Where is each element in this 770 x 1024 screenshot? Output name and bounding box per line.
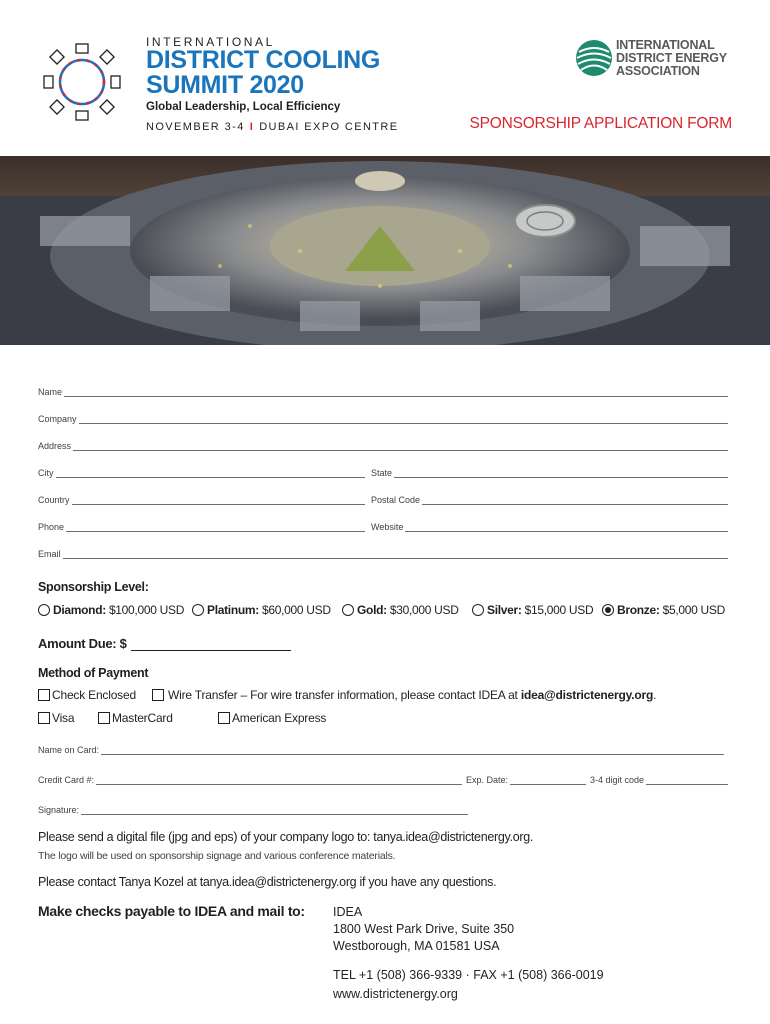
phone-line[interactable] <box>66 523 365 532</box>
phone-label: Phone <box>38 522 65 532</box>
address-row <box>38 437 728 451</box>
visa-label: Visa <box>52 711 75 725</box>
check-enclosed-label: Check Enclosed <box>52 688 136 702</box>
level-silver[interactable] <box>472 603 593 617</box>
form-title: SPONSORSHIP APPLICATION FORM <box>469 115 732 132</box>
expo-aerial-photo <box>0 156 770 345</box>
signature-line[interactable] <box>81 806 468 815</box>
checks-instruction: Make checks payable to IDEA and mail to: <box>38 903 305 919</box>
exp-date-field[interactable] <box>466 775 590 785</box>
summit-logo-icon <box>42 42 122 122</box>
postal-code-field[interactable] <box>371 495 728 505</box>
checkbox-icon[interactable] <box>98 712 110 724</box>
event-date: NOVEMBER 3-4 <box>146 121 245 133</box>
digit-code-field[interactable] <box>590 775 728 785</box>
event-dates <box>146 121 399 133</box>
radio-icon[interactable] <box>342 604 354 616</box>
idea-org-line3: ASSOCIATION <box>616 64 700 78</box>
checkbox-icon[interactable] <box>152 689 164 701</box>
name-on-card-label: Name on Card: <box>38 745 100 755</box>
level-name: Gold: <box>357 603 387 617</box>
level-price: $30,000 USD <box>389 603 459 617</box>
logo-instruction: Please send a digital file (jpg and eps) of your company logo to: tanya.idea@districtenergy.org. <box>38 830 534 844</box>
checkbox-icon[interactable] <box>38 712 50 724</box>
card-number-line[interactable] <box>96 776 462 785</box>
website-line[interactable] <box>405 523 728 532</box>
visa-option[interactable] <box>38 711 74 725</box>
level-name: Diamond: <box>53 603 106 617</box>
city-line[interactable] <box>56 469 366 478</box>
website-label: Website <box>371 522 404 532</box>
city-label: City <box>38 468 54 478</box>
mailing-address <box>333 904 514 955</box>
logo-note: The logo will be used on sponsorship signage and various conference materials. <box>38 850 396 862</box>
level-price: $5,000 USD <box>662 603 725 617</box>
phone-field[interactable] <box>38 522 371 532</box>
state-line[interactable] <box>394 469 728 478</box>
summit-title-line2: SUMMIT 2020 <box>146 71 304 99</box>
wire-transfer-note: – For wire transfer information, please contact IDEA at <box>237 688 521 702</box>
card-number-label: Credit Card #: <box>38 775 95 785</box>
level-bronze[interactable] <box>602 603 725 617</box>
level-platinum[interactable] <box>192 603 331 617</box>
name-on-card-row <box>38 741 724 755</box>
email-field[interactable] <box>38 549 728 559</box>
radio-selected-icon[interactable] <box>602 604 614 616</box>
level-gold[interactable] <box>342 603 459 617</box>
exp-date-line[interactable] <box>510 776 586 785</box>
sponsorship-levels <box>38 603 728 619</box>
signature-row <box>38 801 468 815</box>
name-row <box>38 383 728 397</box>
wire-transfer-option[interactable] <box>152 688 656 702</box>
address-field[interactable] <box>38 441 728 451</box>
email-line[interactable] <box>63 550 728 559</box>
date-separator: I <box>249 121 255 133</box>
city-field[interactable] <box>38 468 371 478</box>
checkbox-icon[interactable] <box>218 712 230 724</box>
exp-date-label: Exp. Date: <box>466 775 509 785</box>
digit-code-label: 3-4 digit code <box>590 775 645 785</box>
mastercard-label: MasterCard <box>112 711 173 725</box>
summit-title <box>146 48 380 98</box>
email-row <box>38 545 728 559</box>
summit-international-label: INTERNATIONAL <box>146 35 275 49</box>
radio-icon[interactable] <box>192 604 204 616</box>
level-name: Bronze: <box>617 603 660 617</box>
address-label: Address <box>38 441 72 451</box>
mailing-street: 1800 West Park Drive, Suite 350 <box>333 922 515 936</box>
card-number-field[interactable] <box>38 775 466 785</box>
idea-org-line2: DISTRICT ENERGY <box>616 51 727 65</box>
signature-label: Signature: <box>38 805 80 815</box>
level-name: Silver: <box>487 603 522 617</box>
mastercard-option[interactable] <box>98 711 173 725</box>
level-price: $15,000 USD <box>524 603 594 617</box>
wire-note-end: . <box>653 688 657 702</box>
idea-org-line1: INTERNATIONAL <box>616 38 715 52</box>
summit-title-line1: DISTRICT COOLING <box>146 46 381 74</box>
wire-transfer-label: Wire Transfer <box>168 688 238 702</box>
state-label: State <box>371 468 393 478</box>
digit-code-line[interactable] <box>646 776 728 785</box>
contact-instruction: Please contact Tanya Kozel at tanya.idea@districtenergy.org if you have any questions. <box>38 875 497 889</box>
name-field[interactable] <box>38 387 728 397</box>
amex-option[interactable] <box>218 711 326 725</box>
payment-heading: Method of Payment <box>38 666 149 680</box>
email-label: Email <box>38 549 61 559</box>
name-on-card-line[interactable] <box>101 746 724 755</box>
company-line[interactable] <box>79 415 728 424</box>
amount-due-label: Amount Due: $ <box>38 636 127 651</box>
country-postal-row <box>38 491 728 505</box>
company-field[interactable] <box>38 414 728 424</box>
company-label: Company <box>38 414 77 424</box>
level-price: $100,000 USD <box>108 603 185 617</box>
mailing-city: Westborough, MA 01581 USA <box>333 939 500 953</box>
website-field[interactable] <box>371 522 728 532</box>
contact-info <box>333 966 604 1004</box>
level-price: $60,000 USD <box>261 603 331 617</box>
name-label: Name <box>38 387 63 397</box>
website-link[interactable]: www.districtenergy.org <box>333 987 458 1001</box>
city-state-row <box>38 464 728 478</box>
summit-tagline: Global Leadership, Local Efficiency <box>146 101 341 113</box>
country-line[interactable] <box>72 496 365 505</box>
sponsorship-heading: Sponsorship Level: <box>38 580 149 594</box>
name-on-card-field[interactable] <box>38 745 724 755</box>
amount-due <box>38 636 291 651</box>
state-field[interactable] <box>371 468 728 478</box>
level-diamond[interactable] <box>38 603 184 617</box>
radio-icon[interactable] <box>472 604 484 616</box>
wire-email: idea@districtenergy.org <box>520 688 654 702</box>
amex-label: American Express <box>232 711 327 725</box>
country-field[interactable] <box>38 495 371 505</box>
radio-icon[interactable] <box>38 604 50 616</box>
postal-code-line[interactable] <box>422 496 728 505</box>
idea-org-name <box>616 39 727 78</box>
card-number-row <box>38 771 728 785</box>
mailing-org: IDEA <box>333 905 363 919</box>
country-label: Country <box>38 495 70 505</box>
address-line[interactable] <box>73 442 728 451</box>
postal-code-label: Postal Code <box>371 495 421 505</box>
phone-website-row <box>38 518 728 532</box>
event-venue: DUBAI EXPO CENTRE <box>259 121 399 133</box>
phone-fax: TEL +1 (508) 366-9339 · FAX +1 (508) 366-0019 <box>333 968 604 982</box>
company-row <box>38 410 728 424</box>
level-name: Platinum: <box>207 603 259 617</box>
amount-due-line[interactable] <box>131 639 291 651</box>
checkbox-icon[interactable] <box>38 689 50 701</box>
check-enclosed-option[interactable] <box>38 688 136 702</box>
signature-field[interactable] <box>38 805 468 815</box>
name-line[interactable] <box>64 388 728 397</box>
